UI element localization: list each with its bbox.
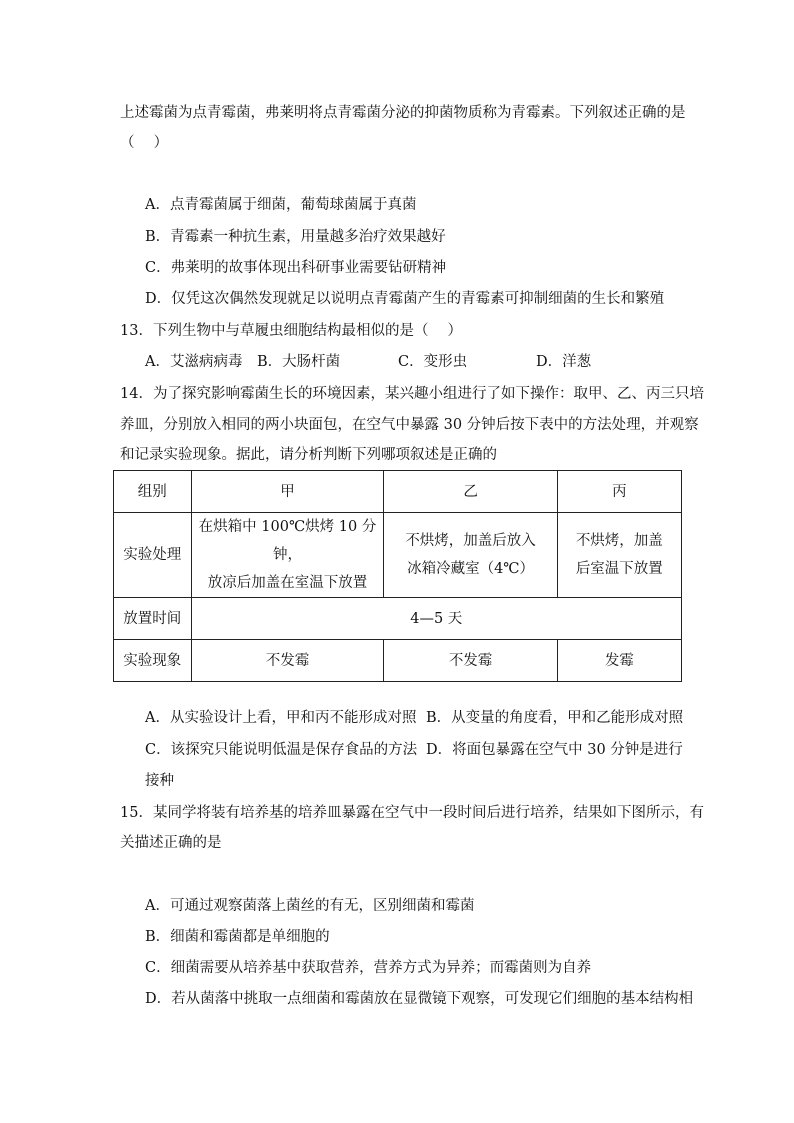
q14-option-b: B．从变量的角度看，甲和乙能形成对照 [426,710,684,726]
q14-stem-line3: 和记录实验现象。据此，请分析判断下列哪项叙述是正确的 [120,447,497,463]
q14-stem-line2: 养皿，分别放入相同的两小块面包，在空气中暴露 30 分钟后按下表中的方法处理，并观察 [120,417,699,433]
header-group-label: 组别 [114,471,192,513]
q13-option-a: A．艾滋病病毒 [145,354,243,370]
q12-option-d: D．仅凭这次偶然发现就足以说明点青霉菌产生的青霉素可抑制细菌的生长和繁殖 [145,291,665,307]
experiment-table [113,470,682,682]
q13-stem: 13．下列生物中与草履虫细胞结构最相似的是（ ） [120,323,463,339]
result-label: 实验现象 [114,640,192,682]
table-row-time [114,598,682,640]
table-row-result [114,640,682,682]
q14-option-a: A．从实验设计上看，甲和丙不能形成对照 [145,710,417,726]
result-jia: 不发霉 [191,640,384,682]
treatment-jia-line1: 在烘箱中 100℃烘烤 10 分钟， [198,519,377,563]
q15-stem-line1: 15．某同学将装有培养基的培养皿暴露在空气中一段时间后进行培养，结果如下图所示，有 [120,805,704,821]
q15-stem-line2: 关描述正确的是 [120,835,222,851]
header-jia: 甲 [191,471,384,513]
treatment-yi [384,513,557,598]
treatment-yi-line2: 冰箱冷藏室（4℃） [407,561,535,577]
q14-option-c: C．该探究只能说明低温是保存食品的方法 [145,742,418,758]
q14-option-d-line2: 接种 [145,773,174,789]
treatment-jia-line2: 放凉后加盖在室温下放置 [207,575,368,591]
q14-option-d-line1: D．将面包暴露在空气中 30 分钟是进行 [426,742,683,758]
q12-option-a: A．点青霉菌属于细菌，葡萄球菌属于真菌 [145,197,417,213]
table-row-treatment [114,513,682,598]
q12-stem-line1: 上述霉菌为点青霉菌，弗莱明将点青霉菌分泌的抑菌物质称为青霉素。下列叙述正确的是 [120,105,686,121]
treatment-bing-line1: 不烘烤，加盖 [575,533,663,549]
q12-stem-line2: （ ） [120,135,169,151]
q15-option-d: D．若从菌落中挑取一点细菌和霉菌放在显微镜下观察，可发现它们细胞的基本结构相 [145,991,694,1007]
time-value: 4—5 天 [191,598,681,640]
table-header-row [114,471,682,513]
q12-option-c: C．弗莱明的故事体现出科研事业需要钻研精神 [145,260,447,276]
treatment-bing-line2: 后室温下放置 [575,561,663,577]
treatment-yi-line1: 不烘烤，加盖后放入 [405,533,536,549]
q14-stem-line1: 14．为了探究影响霉菌生长的环境因素，某兴趣小组进行了如下操作：取甲、乙、丙三只培 [120,386,704,402]
q13-option-d: D．洋葱 [536,354,592,370]
q13-option-c: C．变形虫 [398,354,468,370]
time-label: 放置时间 [114,598,192,640]
q13-option-b: B．大肠杆菌 [257,354,341,370]
q15-option-b: B．细菌和霉菌都是单细胞的 [145,929,330,945]
result-bing: 发霉 [557,640,681,682]
header-yi: 乙 [384,471,557,513]
result-yi: 不发霉 [384,640,557,682]
q12-option-b: B．青霉素一种抗生素，用量越多治疗效果越好 [145,229,446,245]
q15-option-c: C．细菌需要从培养基中获取营养，营养方式为异养；而霉菌则为自养 [145,960,592,976]
treatment-label: 实验处理 [114,513,192,598]
q15-option-a: A．可通过观察菌落上菌丝的有无，区别细菌和霉菌 [145,898,475,914]
treatment-jia [191,513,384,598]
treatment-bing [557,513,681,598]
header-bing: 丙 [557,471,681,513]
